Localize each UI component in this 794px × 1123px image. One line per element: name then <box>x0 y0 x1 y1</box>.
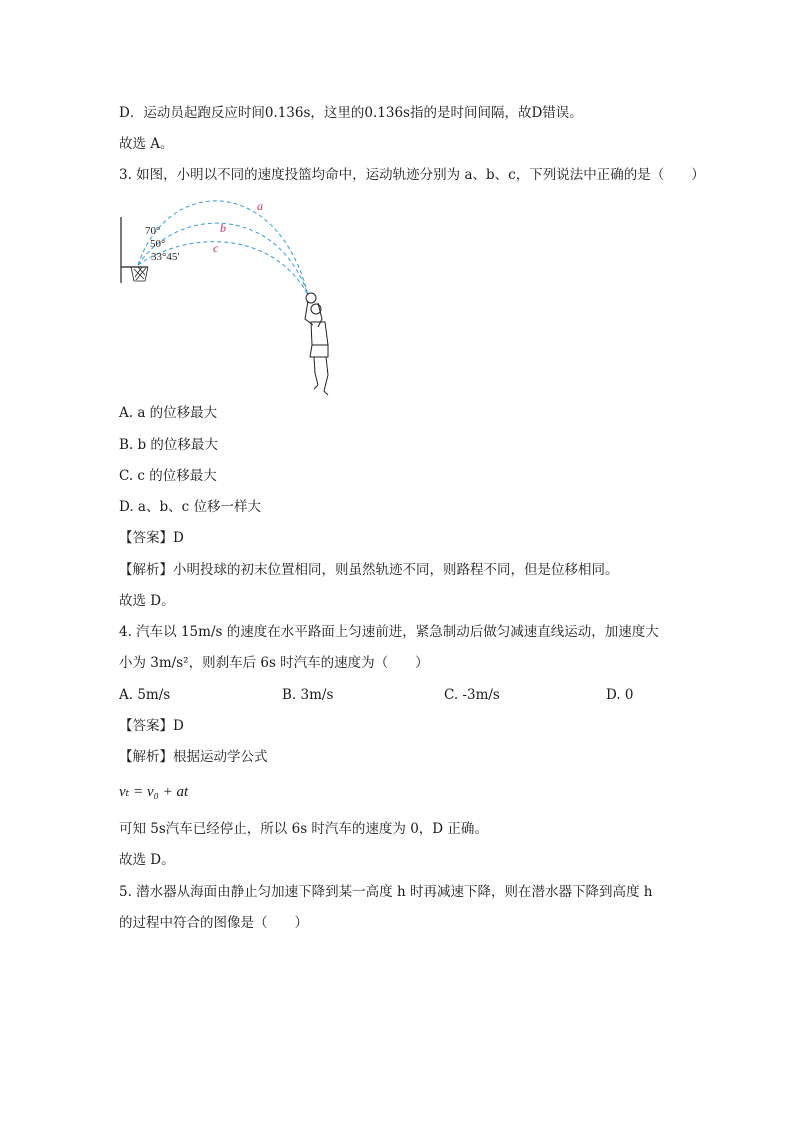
conclusion: 可知 5s汽车已经停止，所以 6s 时汽车的速度为 0，D 正确。 <box>119 821 488 837</box>
answer: 【答案】D <box>119 718 184 734</box>
explanation: 【解析】小明投球的初末位置相同，则虽然轨迹不同，则路程不同，但是位移相同。 <box>119 562 619 578</box>
angle-label: 33°45′ <box>151 251 180 263</box>
option-a: A. a 的位移最大 <box>119 405 218 421</box>
traj-label-a: a <box>257 199 263 213</box>
angle-label: 70° <box>145 225 161 237</box>
option-d: D. a、b、c 位移一样大 <box>119 499 261 515</box>
formula: vₜ = v₀ + at <box>119 784 189 800</box>
net-icon <box>131 267 148 281</box>
option-b: B. b 的位移最大 <box>119 437 218 453</box>
q4-option-d: D. 0 <box>606 687 634 703</box>
question-5: 5. 潜水器从海面由静止匀加速下降到某一高度 h 时再减速下降，则在潜水器下降到高度 h <box>119 884 653 900</box>
explanation: 【解析】根据运动学公式 <box>119 749 268 765</box>
option-c: C. c 的位移最大 <box>119 468 217 484</box>
selection: 故选 D。 <box>119 593 175 609</box>
answer: 【答案】D <box>119 530 184 546</box>
question-4: 4. 汽车以 15m/s 的速度在水平路面上匀速前进，紧急制动后做匀减速直线运动，加速度大 <box>119 624 659 640</box>
selection: 故选 D。 <box>119 852 175 868</box>
player-figure <box>305 293 328 395</box>
traj-label-c: c <box>213 241 219 255</box>
q4-option-c: C. -3m/s <box>444 687 500 703</box>
q4-option-a: A. 5m/s <box>119 687 171 703</box>
question-4-cont: 小为 3m/s²，则刹车后 6s 时汽车的速度为（ ） <box>119 655 429 671</box>
question-5-cont: 的过程中符合的图像是（ ） <box>119 915 308 931</box>
text-line: 故选 A。 <box>119 136 174 152</box>
angle-label: 50° <box>150 238 166 250</box>
text-line: D．运动员起跑反应时间0.136s，这里的0.136s指的是时间间隔，故D错误。 <box>119 105 583 121</box>
traj-label-b: b <box>220 221 226 235</box>
question-3: 3. 如图，小明以不同的速度投篮均命中，运动轨迹分别为 a、b、c，下列说法中正确的是（ ） <box>119 167 705 183</box>
basketball-figure <box>118 185 348 400</box>
q4-option-b: B. 3m/s <box>282 687 334 703</box>
